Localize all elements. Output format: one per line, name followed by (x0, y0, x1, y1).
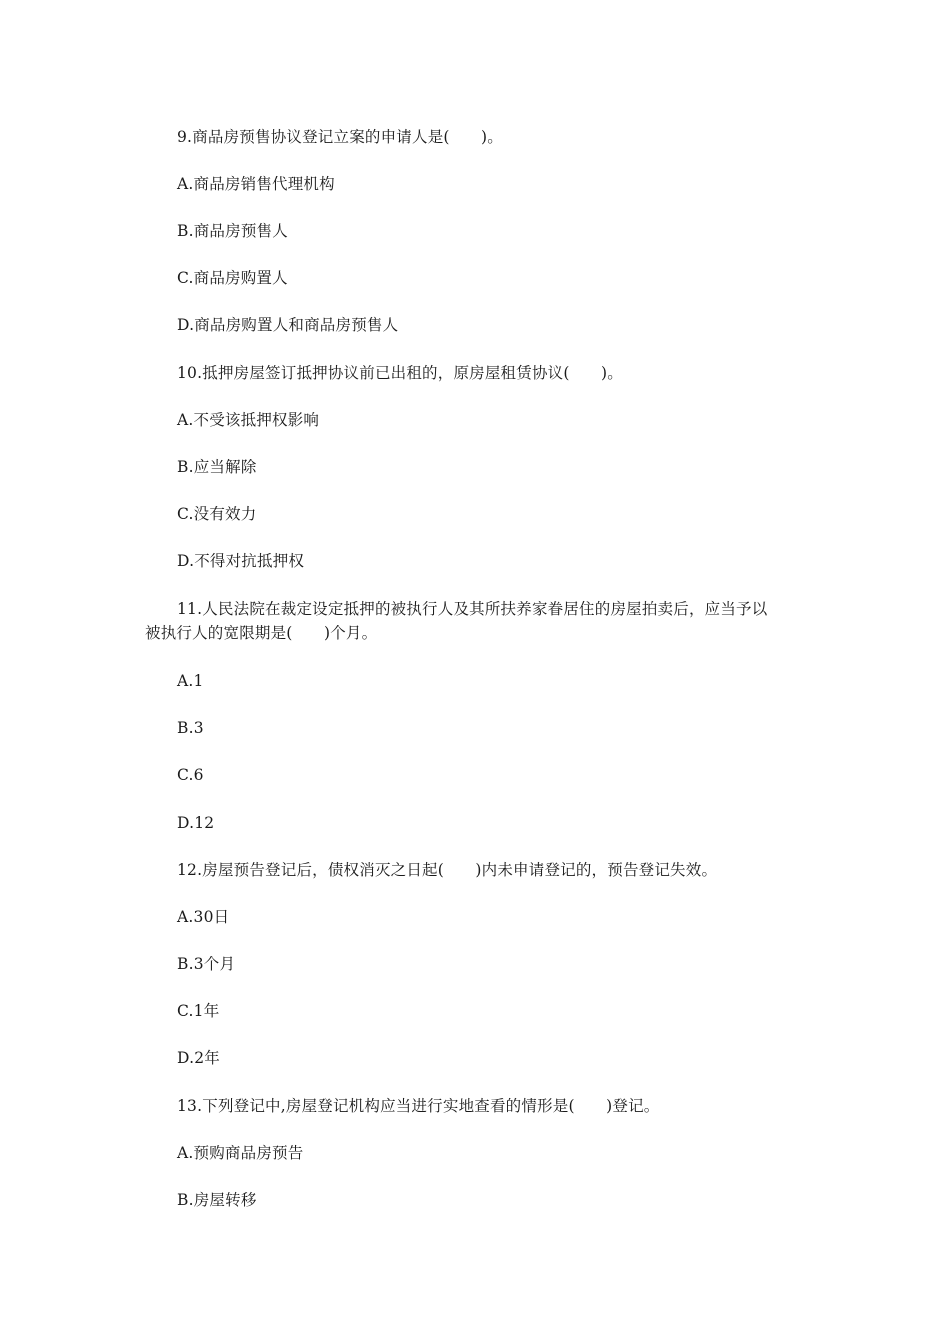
question-9-option-d: D.商品房购置人和商品房预售人 (177, 316, 399, 334)
question-11-option-d: D.12 (177, 814, 215, 832)
question-10-option-b: B.应当解除 (177, 458, 257, 476)
question-10-option-d: D.不得对抗抵押权 (177, 552, 305, 570)
question-13-option-a: A.预购商品房预告 (177, 1144, 304, 1162)
question-12-stem: 12.房屋预告登记后，债权消灭之日起( )内未申请登记的，预告登记失效。 (177, 861, 718, 879)
question-12-option-d: D.2年 (177, 1049, 220, 1067)
question-10-stem: 10.抵押房屋签订抵押协议前已出租的，原房屋租赁协议( )。 (177, 364, 623, 382)
question-11-stem-line2: 被执行人的宽限期是( )个月。 (145, 624, 378, 642)
question-13-stem: 13.下列登记中,房屋登记机构应当进行实地查看的情形是( )登记。 (177, 1097, 660, 1115)
question-13-option-b: B.房屋转移 (177, 1191, 257, 1209)
question-12-option-b: B.3个月 (177, 955, 236, 973)
question-9-stem: 9.商品房预售协议登记立案的申请人是( )。 (177, 128, 503, 146)
question-9-option-a: A.商品房销售代理机构 (177, 175, 335, 193)
question-11-stem-line1: 11.人民法院在裁定设定抵押的被执行人及其所扶养家眷居住的房屋拍卖后，应当予以 (177, 600, 768, 618)
question-12-option-a: A.30日 (177, 908, 230, 926)
question-9-option-c: C.商品房购置人 (177, 269, 288, 287)
question-11-option-b: B.3 (177, 719, 204, 737)
question-10-option-a: A.不受该抵押权影响 (177, 411, 320, 429)
question-11-option-c: C.6 (177, 766, 204, 784)
question-11-option-a: A.1 (177, 672, 204, 690)
question-10-option-c: C.没有效力 (177, 505, 257, 523)
question-9-option-b: B.商品房预售人 (177, 222, 288, 240)
question-12-option-c: C.1年 (177, 1002, 220, 1020)
